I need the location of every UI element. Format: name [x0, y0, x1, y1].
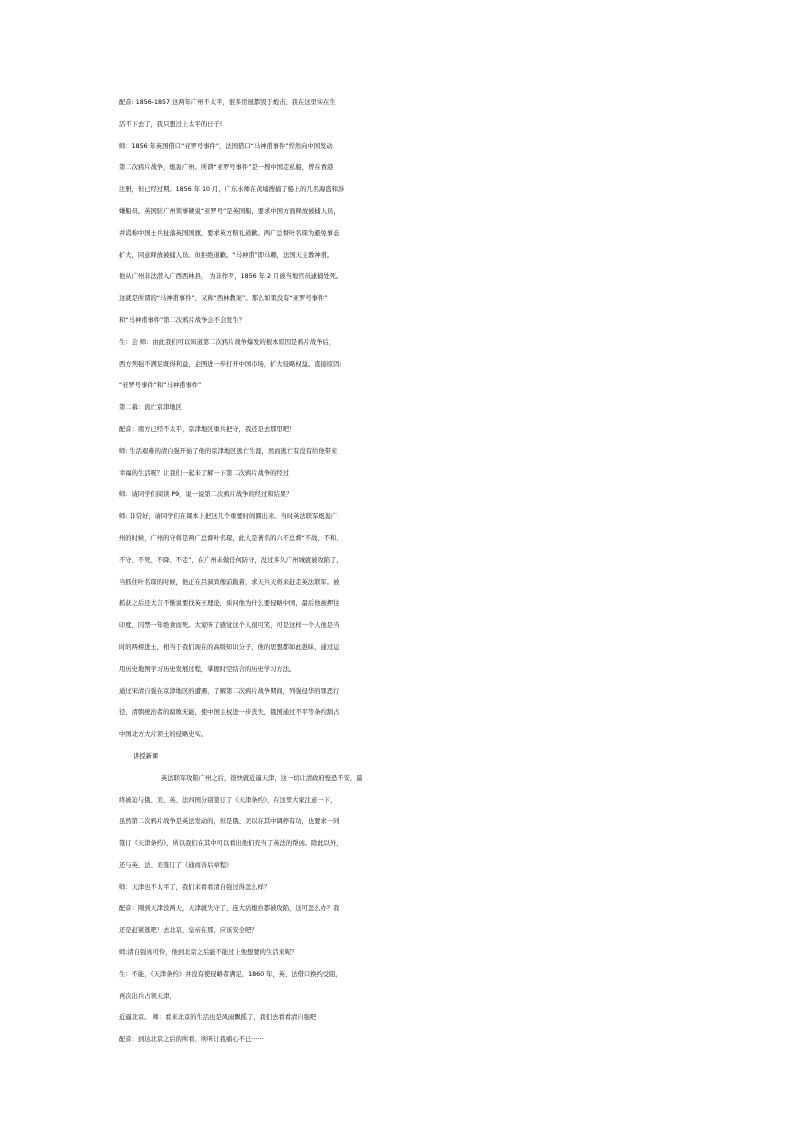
text-line: 师: 生活艰难的清自强开始了他的京津地区逃亡生涯，然而逃亡有没有给他带来: [119, 447, 338, 455]
text-line: 师: 非常好，请同学们在课本上把这几个重要时间圈出来。当时英法联军炮轰广: [119, 513, 338, 521]
text-line: “亚罗号事件”和“马神甫事件”: [119, 382, 202, 390]
paragraph-first-line: 英法联军攻陷广州之后，很快就近逼天津，这一切让清政府惶恐不安，最: [161, 774, 363, 782]
text-line: 师：1856 年英国借口“亚罗号事件”，法国借口“马神甫事件”悍然向中国发动: [119, 142, 333, 150]
text-line: 用历史地图学习历史发展过程，掌握时空结合的历史学习方法。: [119, 665, 296, 673]
text-line: 幸福的生活呢？让我们一起来了解一下第二次鸦片战争的经过: [119, 469, 290, 477]
text-line: 师;清自强真可怜，他到北京之后能不能过上他想要的生活来呢？: [119, 949, 298, 957]
text-line: 时的两榜进士，相当于我们现在的高级知识分子，他的思想都如此愚昧，通过运: [119, 643, 340, 651]
text-line: 和“马神甫事件”第二次鸦片战争会不会发生？: [119, 316, 246, 324]
text-line: 径，清朝统治者的腐败无能，使中国主权进一步丧失，俄国通过不平等条约割占: [119, 709, 340, 717]
text-line: 西方列强不满足既得利益，企图进一步打开中国市场，扩大侵略权益。直接原因:: [119, 360, 342, 368]
text-line: 终被迫与俄、美、英、法四国分别签订了《天津条约》，在这里大家注意一下，: [119, 796, 337, 804]
text-line: 虽然第二次鸦片战争是英法发动的，但是俄、美以在其中调停有功，也要求一同: [119, 818, 340, 826]
text-line: 不守、不死、不降、不走”，在广州未做任何防守，没过多久广州城就被攻陷了，: [119, 556, 343, 564]
text-line: 配音：刚到天津没两天，天津就失守了，连大沽炮台都被攻陷，这可怎么办？我: [119, 905, 340, 913]
text-line: 这就是所谓的“马神甫事件”，又称“西林教案”。那么如果没有“亚罗号事件”: [119, 295, 328, 303]
text-line: 抓获之后还大言不惭说要找英王理论，质问他为什么要侵略中国，最后他被押往: [119, 600, 340, 608]
text-line: 活不下去了，我只想过上太平的日子!: [119, 120, 223, 128]
text-line: 印度，囚禁一年绝食而死。大家听了感觉这个人很可笑，可是这样一个人他是当: [119, 622, 340, 630]
text-line: 并谎称中国士兵扯落英国国旗，要求英方赔礼道歉。两广总督叶名琛为避免事态: [119, 229, 340, 237]
text-line: 师：天津也不太平了，我们来看看清自强过得怎么样？: [119, 883, 271, 891]
text-line: 州的时候，广州的守将是两广总督叶名琛，此人是著名的六不总督“不战、不和、: [119, 534, 343, 542]
text-line: 他从广州非法潜入广西西林县， 为非作歹，1856 年 2 月被当地官员逮捕处死。: [119, 273, 343, 281]
text-line: 还与英、法、美签订了《通商善后章程》: [119, 861, 233, 869]
text-line: 再次出兵占领天津，: [119, 992, 176, 1000]
text-line: 配音: 1856-1857 这两年广州不太平，很多房屋都毁于炮击，我在这里实在生: [119, 99, 336, 106]
text-line: 通过宋清自强在京津地区的遭遇，了解第二次鸦片战争期间，列强侵华的罪恶行: [119, 687, 340, 695]
text-line: 还是赶紧逃吧！去北京，皇帝在那，应该安全吧？: [119, 927, 258, 935]
scene-heading: 第二幕：流亡京津地区: [119, 404, 182, 412]
text-line: 师：请同学们阅读 P9，说一说第二次鸦片战争的经过和结果？: [119, 491, 293, 499]
text-line: 近逼北京。 师：看来北京的生活也是风雨飘摇了，我们去看看清自强吧: [119, 1014, 317, 1022]
text-line: 生：不能，《天津条约》并没有使侵略者满足，1860 年，英、法借口换约受阻，: [119, 970, 342, 978]
text-line: 注册，但已经过期。1856 年 10 月，广东水师在黄埔搜捕了船上的几名海盗和涉: [119, 186, 345, 194]
text-line: 配音：到达北京之后的所看、所听让我痛心不已······: [119, 1036, 264, 1044]
text-line: 中国北方大片领土的侵略史实。: [119, 731, 208, 739]
text-line: 第二次鸦片战争，炮轰广州。所谓“亚罗号事件”是一搜中国走私船，曾在香港: [119, 164, 334, 172]
text-line: 扩大，同意释放被捕人员。但拒绝道歉。“马神甫”即马赖，法国天主教神甫。: [119, 251, 334, 259]
text-line: 当抓住叶名琛的时候，他正在吕洞宾像前跪着，求天兵天将来赶走英法联军。被: [119, 578, 340, 586]
text-line: 签订《天津条约》，所以我们在其中可以看出他们充当了英法的帮凶。除此以外，: [119, 840, 343, 848]
text-line: 嫌船员。英国驻广州领事硬说“亚罗号”是英国船，要求中国方面释放被捕人员，: [119, 207, 340, 215]
section-heading: 讲授新课: [133, 752, 159, 760]
text-line: 配音：南方已经不太平，京津地区重兵把守，我还是去那里吧！: [119, 425, 296, 433]
text-line: 生：会 师：由此我们可以知道第二次鸦片战争爆发的根本原因是鸦片战争后，: [119, 338, 336, 346]
document-page: [119, 92, 679, 1051]
